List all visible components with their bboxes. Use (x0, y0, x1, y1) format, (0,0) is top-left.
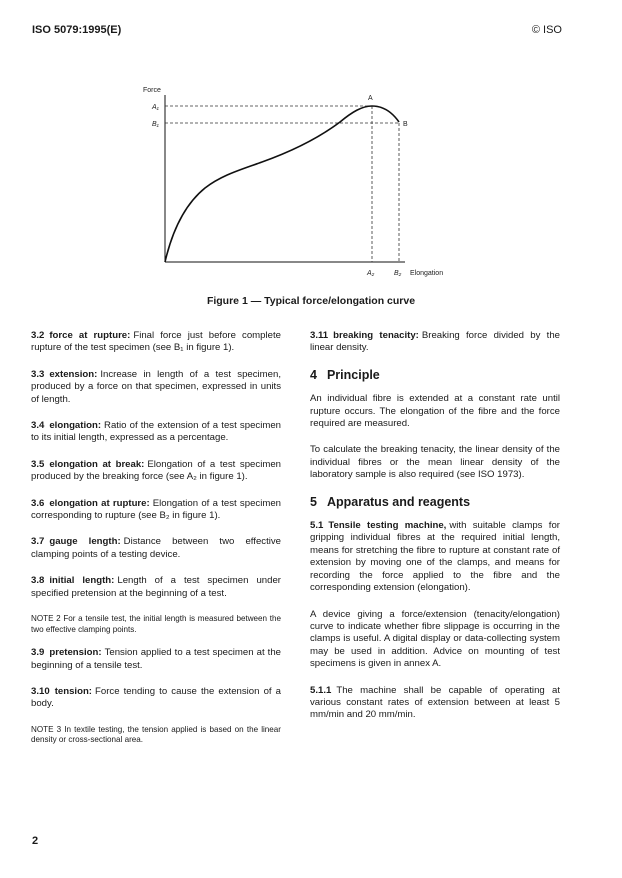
section-5-heading (310, 496, 560, 508)
definition-text: Final force just before complete rupture of the test specimen (see B₁ in figure 1). (31, 330, 281, 354)
term: initial length: (49, 575, 115, 587)
definition-3-11 (310, 330, 560, 355)
note-3: NOTE 3 In textile testing, the tension applied is based on the linear density or cross-sectional area. (31, 724, 281, 745)
clause-number: 3.11 (310, 330, 329, 341)
a1-label: A₁ (152, 104, 159, 111)
definition-text: Ratio of the extension of a test specimen to its initial length, expressed as a percentage. (31, 420, 281, 444)
clause-number: 3.4 (31, 420, 45, 432)
definition-3-5 (31, 459, 281, 484)
right-column (310, 330, 560, 736)
definition-text: Length of a test specimen under specified pretension at the beginning of a test. (31, 575, 281, 599)
definition-3-2 (31, 330, 281, 355)
definition-text: Increase in length of a test specimen, produced by a force on that specimen, expressed in units of length. (31, 368, 281, 405)
clause-number: 3.7 (31, 536, 45, 548)
point-b-label: B (403, 121, 408, 128)
definition-text: Breaking force divided by the linear density. (310, 330, 561, 354)
clause-text: The machine shall be capable of operating at various constant rates of extension between at least 5 mm/min and 20 mm/min. (310, 684, 560, 721)
definition-3-8 (31, 575, 281, 600)
clause-number: 3.8 (31, 575, 45, 587)
clause-5-1-paragraph-2: A device giving a force/extension (tenacity/elongation) curve to indicate whether fibre slippage is occurring in the clamps is useful. A digital display or data-collecting system may be used in addition. Advice on mounting of test specimens is given in annex A. (310, 608, 560, 670)
clause-5-1-1 (310, 685, 560, 722)
definition-3-7 (31, 536, 281, 561)
term: tension: (54, 685, 92, 697)
definition-text: Elongation of a test specimen corresponding to rupture (see B₂ in figure 1). (31, 497, 281, 522)
force-elongation-figure (0, 0, 622, 300)
definition-3-9 (31, 647, 281, 672)
clause-number: 3.10 (31, 685, 50, 697)
definition-text: Distance between two effective clamping points of a testing device. (31, 536, 281, 560)
page-number: 2 (32, 835, 39, 847)
left-column (31, 330, 281, 758)
term: extension: (49, 368, 98, 380)
clause-number: 5.1.1 (310, 684, 332, 696)
definition-text: Force tending to cause the extension of a body. (31, 685, 281, 710)
force-curve (165, 106, 399, 262)
term: Tensile testing machine, (328, 520, 447, 532)
clause-number: 3.3 (31, 368, 45, 380)
term: gauge length: (49, 536, 121, 548)
term: elongation at break: (49, 458, 145, 470)
principle-paragraph-1: An individual fibre is extended at a constant rate until rupture occurs. The elongation of the fibre and the force required are measured. (310, 393, 560, 430)
clause-number: 5.1 (310, 520, 324, 532)
clause-number: 3.2 (31, 330, 45, 341)
definition-3-3 (31, 369, 281, 406)
standard-id: ISO 5079:1995(E) (32, 24, 122, 36)
term: elongation at rupture: (49, 497, 150, 509)
definition-3-4 (31, 420, 281, 445)
definition-3-6 (31, 498, 281, 523)
principle-paragraph-2: To calculate the breaking tenacity, the linear density of the individual fibres or the mean linear density of the laboratory sample is also required (see ISO 1973). (310, 444, 560, 481)
section-4-heading (310, 369, 560, 381)
term: pretension: (49, 647, 102, 659)
definition-text: Elongation of a test specimen produced by the breaking force (see A₂ in figure 1). (31, 458, 281, 483)
b2-label: B₂ (394, 270, 402, 277)
note-2: NOTE 2 For a tensile test, the initial length is measured between the two effective clamping points. (31, 614, 281, 634)
definition-text: Tension applied to a test specimen at the beginning of a tensile test. (31, 647, 281, 671)
term: force at rupture: (49, 330, 131, 341)
point-a-label: A (368, 95, 373, 102)
y-axis-label: Force (143, 87, 161, 94)
section-title: Principle (326, 367, 380, 382)
term: breaking tenacity: (333, 330, 419, 341)
b1-label: B₁ (152, 121, 159, 128)
term: elongation: (49, 420, 102, 432)
clause-number: 3.9 (31, 647, 45, 659)
clause-number: 3.5 (31, 458, 45, 470)
clause-number: 3.6 (31, 497, 45, 509)
section-number: 5 (310, 494, 317, 509)
clause-5-1 (310, 520, 560, 594)
definition-3-10 (31, 686, 281, 711)
copyright: © ISO (531, 24, 562, 36)
section-title: Apparatus and reagents (326, 494, 471, 509)
section-number: 4 (310, 367, 317, 382)
x-axis-label: Elongation (410, 270, 444, 277)
a2-label: A₂ (367, 270, 375, 277)
clause-text: with suitable clamps for gripping individual fibres at the required initial length, means for stretching the fibre to rupture at constant rate of extension by moving one of the clamps, and means for recording the force applied to the fibre and the corresponding extension (elongation). (310, 520, 560, 594)
figure-caption: Figure 1 — Typical force/elongation curve (206, 295, 416, 307)
